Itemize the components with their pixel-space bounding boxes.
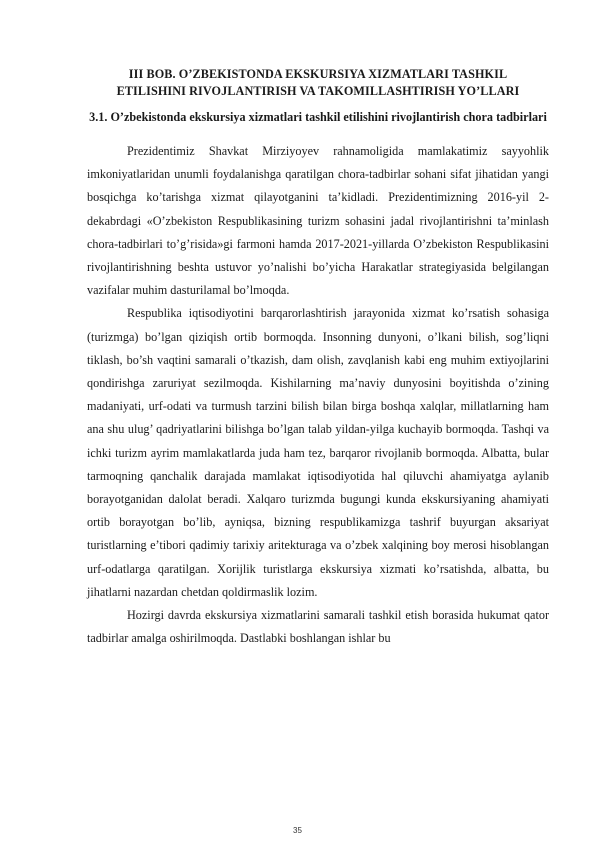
document-page <box>87 66 549 650</box>
body-text <box>87 140 549 650</box>
paragraph-1: Prezidentimiz Shavkat Mirziyoyev rahnamoligida mamlakatimiz sayyohlik imkoniyatlaridan unumli foydalanishga qaratilgan chora-tadbirlar sohani sifat jihatidan yangi bosqichga ko’tarishga xizmat qilayotganini ta’kidladi. Prezidentimizning 2016-yil 2-dekabrdagi «O’zbekiston Respublikasining turizm sohasini jadal rivojlantirishni ta’minlash chora-tadbirlari to’g’risida»gi farmoni hamda 2017-2021-yillarda O’zbekiston Respublikasini rivojlantirishning beshta ustuvor yo’nalishi bo’yicha Harakatlar strategiyasida belgilangan vazifalar muhim dasturilamal bo’lmoqda. <box>87 144 549 298</box>
chapter-title <box>87 66 549 100</box>
chapter-title-line-1: III BOB. O’ZBEKISTONDA EKSKURSIYA XIZMATLARI TASHKIL <box>128 67 508 81</box>
paragraph-3: Hozirgi davrda ekskursiya xizmatlarini samarali tashkil etish borasida hukumat qator tadbirlar amalga oshirilmoqda. Dastlabki boshlangan ishlar bu <box>87 608 549 646</box>
page-number: 35 <box>293 826 302 835</box>
section-title: 3.1. O’zbekistonda ekskursiya xizmatlari tashkil etilishini rivojlantirish chora tadbirlari <box>89 110 547 124</box>
chapter-title-line-2: ETILISHINI RIVOJLANTIRISH VA TAKOMILLASHTIRISH YO’LLARI <box>116 84 520 98</box>
paragraph-2: Respublika iqtisodiyotini barqarorlashtirish jarayonida xizmat ko’rsatish sohasiga (turizmga) bo’lgan qiziqish ortib bormoqda. Insonning dunyoni, o’lkani bilish, sog’liqni tiklash, bo’sh vaqtini samarali o’tkazish, dam olish, zavqlanish kabi eng muhim extiyojlarini qondirishga zaruriyat sezilmoqda. Kishilarning ma’naviy dunyosini boyitishda o’zining madaniyati, urf-odati va turmush tarzini bilish bilan birga boshqa xalqlar, millatlarning ham ana shu ulug’ qadriyatlarini bilishga bo’lgan talab yildan-yilga kuchayib bormoqda. Tashqi va ichki turizm ayrim mamlakatlarda juda ham tez, barqaror rivojlanib bormoqda. Albatta, bular tarmoqning qanchalik darajada mamlakat iqtisodiyotida hal qiluvchi ahamiyatga aylanib borayotganidan dalolat beradi. Xalqaro turizmda bugungi kunda ekskursiyaning ahamiyati ortib borayotgan bo’lib, ayniqsa, bizning respublikamizga tashrif buyurgan aksariyat turistlarning e’tibori qadimiy tarixiy aritekturaga va o’zbek xalqining boy merosi hisoblangan urf-odatlarga qaratilgan. Xorijlik turistlarga ekskursiya xizmati ko’rsatishda, albatta, bu jihatlarni nazardan chetdan qoldirmaslik lozim. <box>87 306 549 599</box>
